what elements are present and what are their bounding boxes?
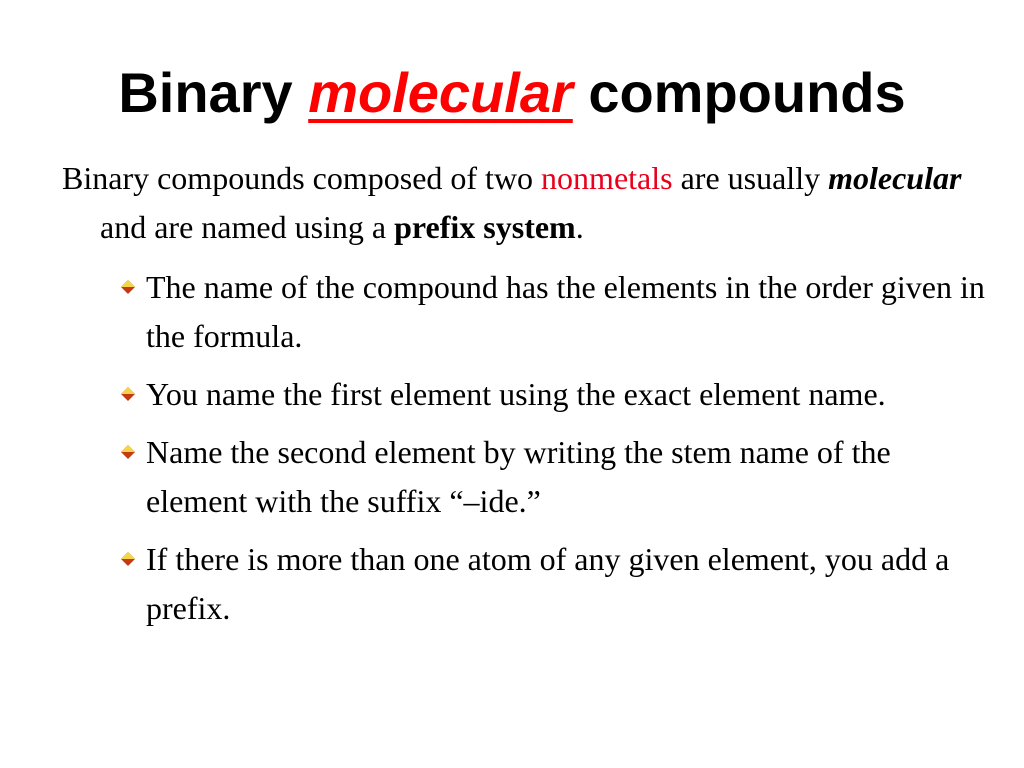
bullet-text: The name of the compound has the elements in the order given in the formula. [146,269,985,354]
diamond-bullet-icon [121,387,135,401]
diamond-bullet-icon [121,552,135,566]
main-text-2: are usually [680,160,821,196]
title-word-binary: Binary [118,61,293,124]
bullet-text: If there is more than one atom of any given element, you add a prefix. [146,541,950,626]
bullet-item-order [146,263,992,361]
main-text-3: and are named using a [100,209,387,245]
main-text-4: . [575,209,584,245]
main-text-1: Binary compounds composed of two [62,160,534,196]
title-word-compounds: compounds [588,61,906,124]
bullet-item-prefix [146,535,992,633]
prefix-system-term: prefix system [394,209,576,245]
diamond-bullet-icon [121,445,135,459]
diamond-bullet-icon [121,280,135,294]
bullet-text: You name the first element using the exact element name. [146,376,886,412]
bullet-item-first-element [146,370,992,419]
slide-body [62,154,992,642]
slide-title [0,58,1024,128]
bullet-text: Name the second element by writing the stem name of the element with the suffix “–ide.” [146,434,891,519]
bullet-item-second-element [146,428,992,526]
nonmetals-term: nonmetals [541,160,673,196]
molecular-term: molecular [828,160,962,196]
bullet-list [62,263,992,633]
title-word-molecular: molecular [308,61,573,124]
main-paragraph [62,154,992,252]
